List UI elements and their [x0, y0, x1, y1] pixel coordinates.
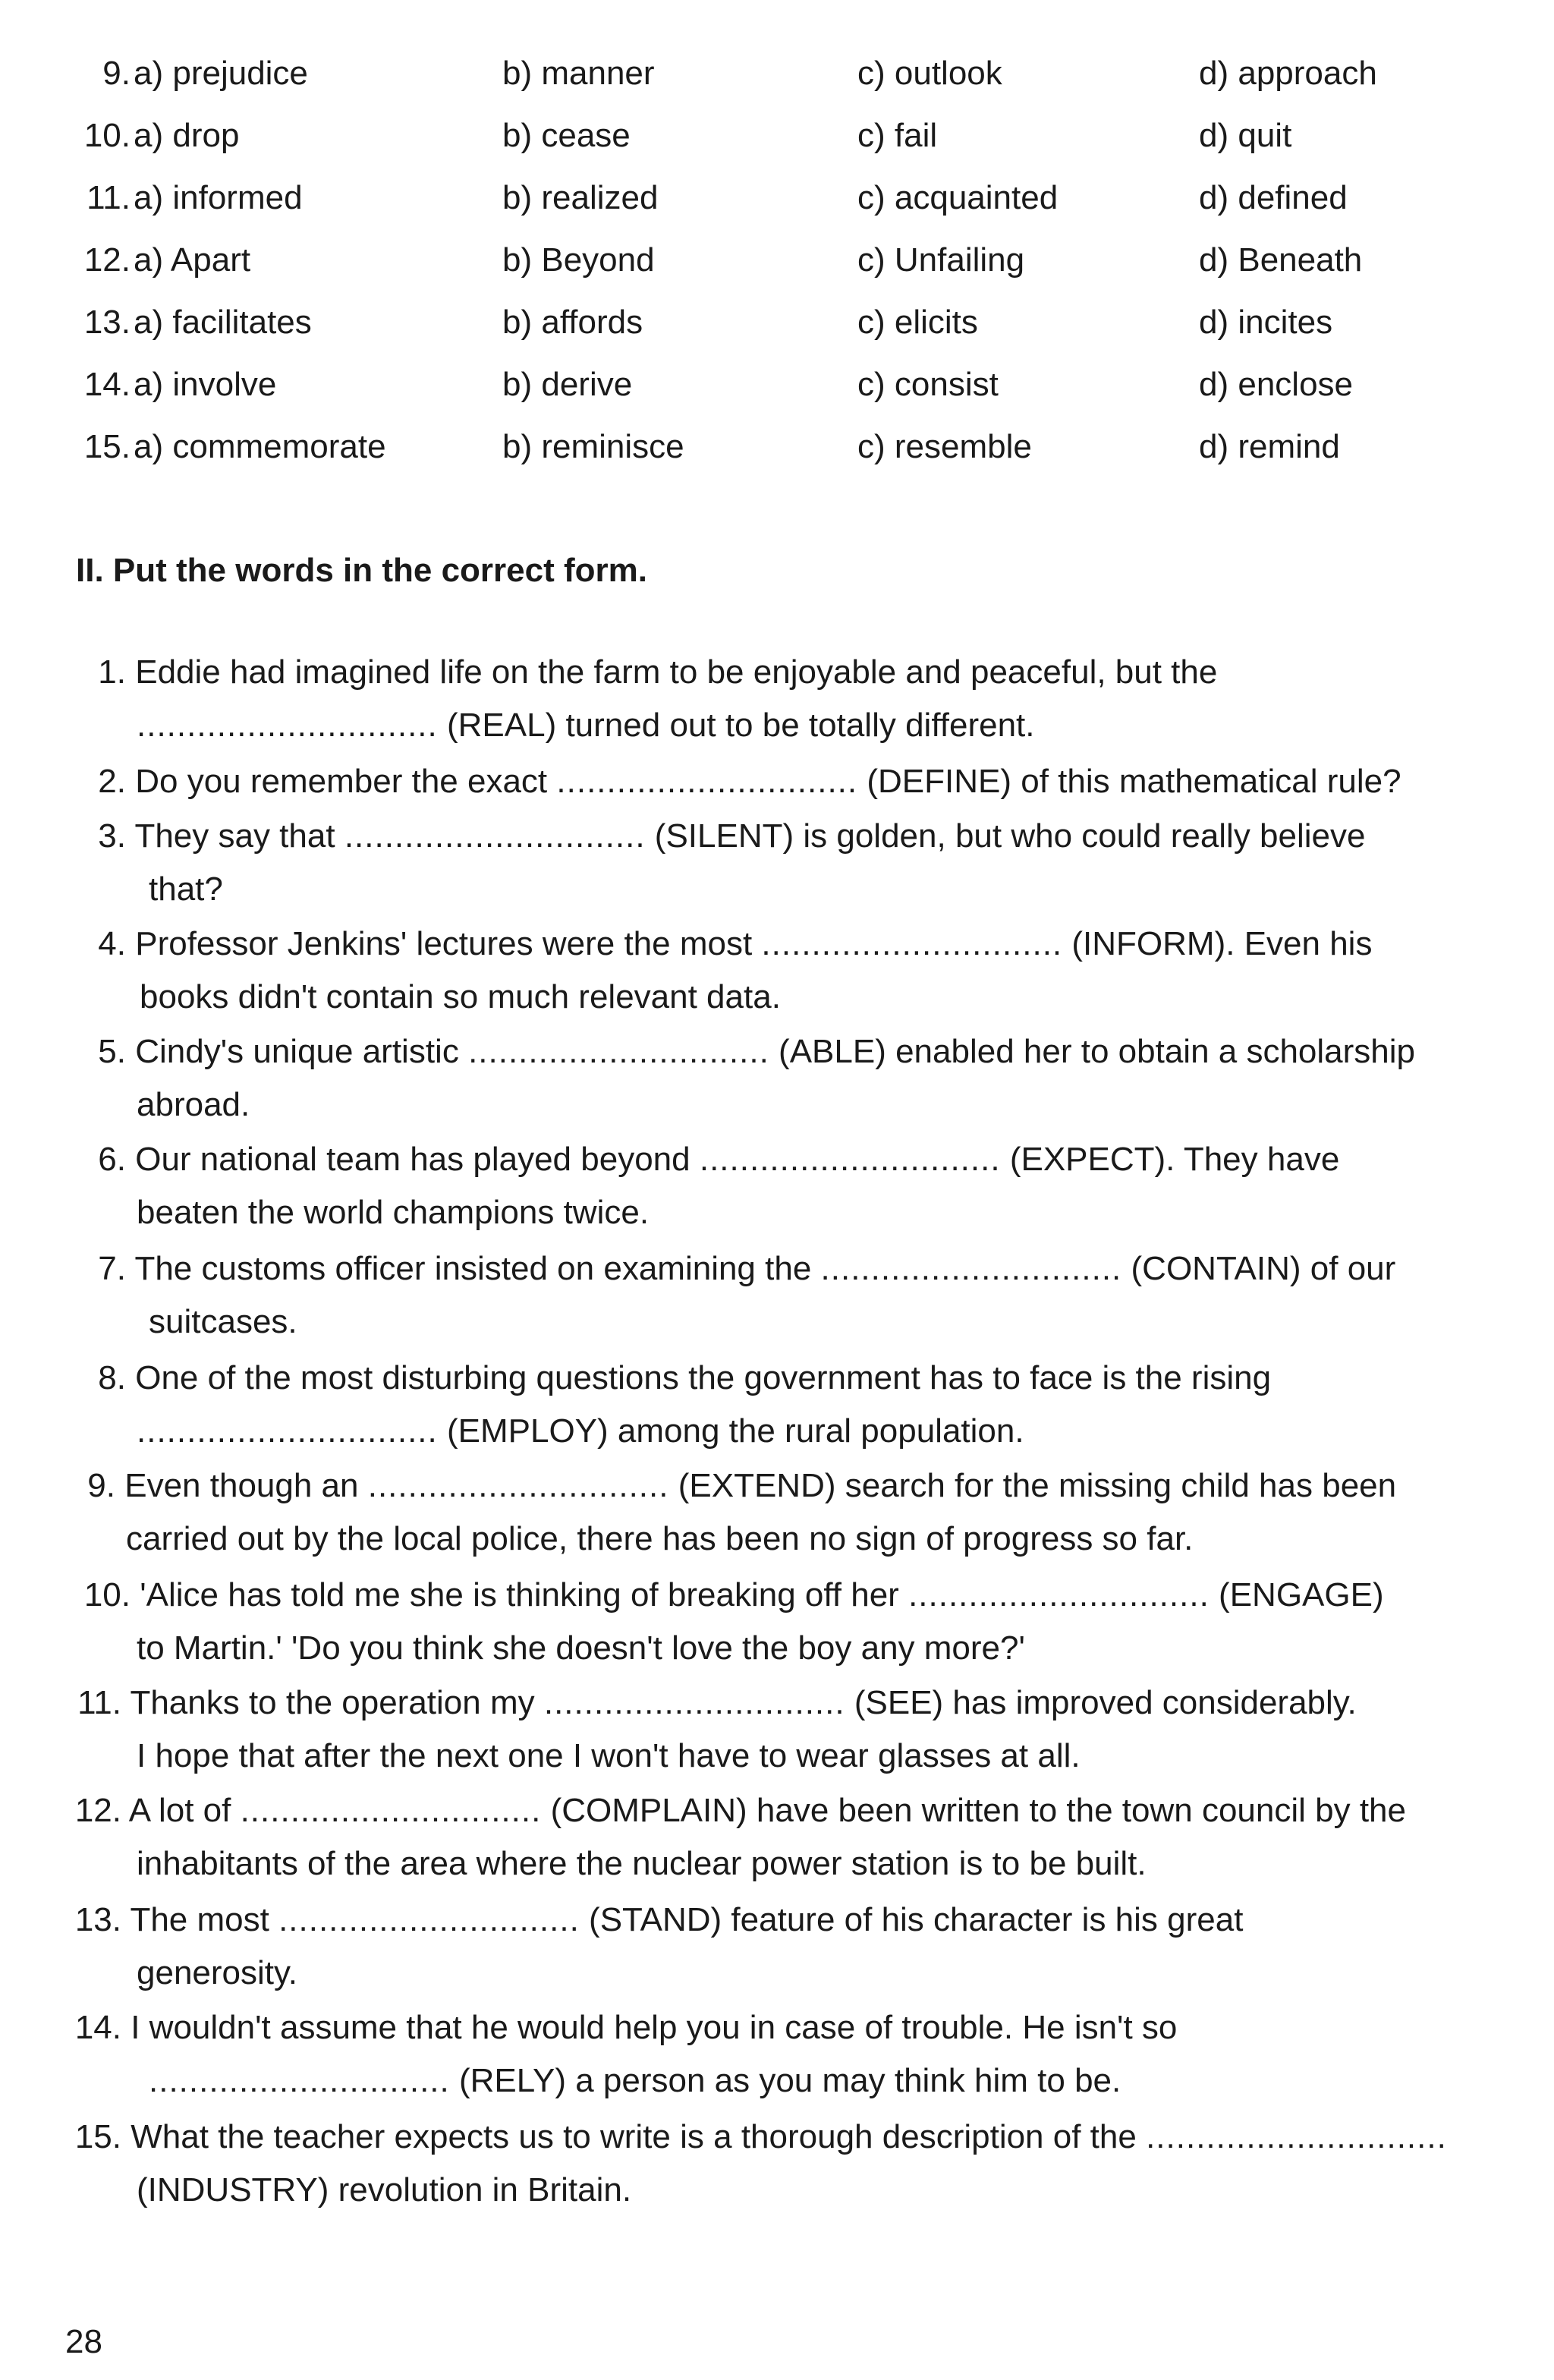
option-b: b) reminisce	[502, 428, 684, 465]
item-text: The customs officer insisted on examining the	[134, 1250, 812, 1287]
item-text-cont: (CONTAIN) of our	[1131, 1250, 1396, 1287]
item-line	[137, 1404, 1024, 1459]
option-c: c) elicits	[857, 304, 978, 341]
item-line	[126, 1512, 1193, 1566]
item-text: They say that	[134, 817, 335, 855]
item-line	[73, 754, 1401, 809]
choice-row	[0, 291, 1554, 354]
option-a: a) drop	[134, 117, 240, 154]
item-text: A lot of	[128, 1792, 231, 1829]
item-line	[137, 1621, 1025, 1676]
answer-blank: ..............................	[278, 1901, 580, 1938]
item-line	[137, 2163, 631, 2218]
question-number: 10.	[83, 117, 131, 154]
question-number: 9.	[102, 55, 131, 92]
choice-row	[0, 229, 1554, 291]
option-d: d) incites	[1199, 304, 1333, 341]
item-text-cont: books didn't contain so much relevant data.	[140, 978, 781, 1015]
answer-blank: ..............................	[1146, 2118, 1447, 2155]
question-number: 15.	[83, 428, 131, 465]
item-number: 12.	[74, 1792, 121, 1829]
choice-row	[0, 105, 1554, 167]
option-c: c) fail	[857, 117, 938, 154]
answer-blank: ..............................	[367, 1467, 669, 1504]
option-a: a) commemorate	[134, 428, 386, 465]
item-line	[73, 809, 1366, 864]
option-d: d) Beneath	[1199, 241, 1363, 279]
item-number: 14.	[74, 2009, 121, 2046]
item-text-cont: abroad.	[137, 1086, 250, 1123]
item-number: 13.	[74, 1901, 121, 1938]
item-line	[73, 1351, 1271, 1406]
answer-blank: ..............................	[908, 1576, 1210, 1613]
choice-row	[0, 42, 1554, 105]
choice-row	[0, 354, 1554, 416]
item-number: 5.	[98, 1033, 126, 1070]
item-text: Even though an	[124, 1467, 359, 1504]
item-text-cont: I hope that after the next one I won't have to wear glasses at all.	[137, 1737, 1081, 1774]
item-text-cont: (RELY) a person as you may think him to be.	[458, 2062, 1121, 2099]
item-number: 9.	[87, 1467, 115, 1504]
item-text: Eddie had imagined life on the farm to be enjoyable and peaceful, but the	[135, 653, 1218, 691]
item-text: Do you remember the exact	[135, 763, 548, 800]
item-line	[73, 645, 1217, 700]
section-heading: II. Put the words in the correct form.	[76, 552, 647, 589]
item-text-cont: beaten the world champions twice.	[137, 1194, 650, 1231]
answer-blank: ..............................	[699, 1141, 1001, 1178]
item-text: Professor Jenkins' lectures were the most	[135, 925, 753, 962]
answer-blank: ..............................	[240, 1792, 542, 1829]
answer-blank: ..............................	[468, 1033, 769, 1070]
item-text: 'Alice has told me she is thinking of breaking off her	[140, 1576, 899, 1613]
item-number: 2.	[98, 763, 126, 800]
item-text-cont: (SILENT) is golden, but who could really believe	[654, 817, 1366, 855]
item-line	[61, 1893, 1243, 1947]
choice-row	[0, 416, 1554, 478]
item-number: 8.	[98, 1359, 126, 1396]
option-b: b) cease	[502, 117, 631, 154]
answer-blank: ..............................	[556, 763, 858, 800]
item-line	[61, 1783, 1406, 1838]
item-text-cont: carried out by the local police, there has been no sign of progress so far.	[126, 1520, 1194, 1557]
page-number: 28	[65, 2323, 102, 2360]
item-line	[137, 1729, 1081, 1783]
item-number: 6.	[98, 1141, 126, 1178]
option-d: d) approach	[1199, 55, 1377, 92]
item-text-cont: inhabitants of the area where the nuclear power station is to be built.	[137, 1845, 1147, 1882]
option-b: b) realized	[502, 179, 659, 216]
item-line	[64, 1459, 1396, 1513]
item-number: 3.	[98, 817, 126, 855]
item-text-cont: (STAND) feature of his character is his great	[589, 1901, 1244, 1938]
item-line	[61, 1568, 1384, 1623]
option-c: c) resemble	[857, 428, 1032, 465]
answer-blank: ..............................	[149, 2062, 450, 2099]
item-text: What the teacher expects us to write is a thorough description of the	[131, 2118, 1137, 2155]
option-d: d) enclose	[1199, 366, 1354, 403]
item-text-cont: (EMPLOY) among the rural population.	[446, 1412, 1024, 1450]
option-c: c) acquainted	[857, 179, 1059, 216]
question-number: 14.	[83, 366, 131, 403]
option-b: b) Beyond	[502, 241, 655, 279]
item-line	[73, 917, 1372, 971]
item-line	[149, 2054, 1121, 2108]
question-number: 13.	[83, 304, 131, 341]
item-text: Cindy's unique artistic	[135, 1033, 459, 1070]
item-number: 7.	[98, 1250, 126, 1287]
option-a: a) facilitates	[134, 304, 312, 341]
answer-blank: ..............................	[137, 707, 438, 744]
item-text-cont: suitcases.	[149, 1303, 297, 1340]
item-text: One of the most disturbing questions the government has to face is the rising	[135, 1359, 1272, 1396]
item-text-cont: (REAL) turned out to be totally different.	[446, 707, 1035, 744]
item-line	[73, 1242, 1395, 1296]
answer-blank: ..............................	[543, 1684, 845, 1721]
option-d: d) defined	[1199, 179, 1348, 216]
answer-blank: ..............................	[344, 817, 646, 855]
item-text: Our national team has played beyond	[135, 1141, 690, 1178]
option-c: c) consist	[857, 366, 999, 403]
choice-row	[0, 167, 1554, 229]
item-text: I wouldn't assume that he would help you in case of trouble. He isn't so	[131, 2009, 1178, 2046]
answer-blank: ..............................	[137, 1412, 438, 1450]
item-number: 11.	[77, 1684, 121, 1721]
item-text: The most	[130, 1901, 269, 1938]
option-a: a) Apart	[134, 241, 251, 279]
option-a: a) prejudice	[134, 55, 308, 92]
item-text-cont: to Martin.' 'Do you think she doesn't love the boy any more?'	[137, 1629, 1025, 1667]
item-text-cont: (EXTEND) search for the missing child has been	[678, 1467, 1397, 1504]
answer-blank: ..............................	[820, 1250, 1122, 1287]
item-line	[137, 1946, 297, 2001]
item-line	[149, 1295, 297, 1349]
item-text-cont: (EXPECT). They have	[1009, 1141, 1340, 1178]
item-text: Thanks to the operation my	[130, 1684, 535, 1721]
item-text-cont: (INFORM). Even his	[1071, 925, 1373, 962]
item-line	[140, 970, 781, 1025]
item-number: 15.	[74, 2118, 121, 2155]
option-a: a) involve	[134, 366, 277, 403]
item-text-cont: (COMPLAIN) have been written to the town council by the	[550, 1792, 1406, 1829]
item-line	[137, 1185, 649, 1240]
question-number: 11.	[87, 179, 131, 216]
item-line	[73, 1132, 1339, 1187]
item-line	[73, 1025, 1415, 1079]
item-line	[137, 1078, 250, 1132]
option-a: a) informed	[134, 179, 303, 216]
option-c: c) outlook	[857, 55, 1002, 92]
item-line	[149, 862, 223, 917]
item-text-cont: that?	[149, 870, 223, 908]
option-b: b) manner	[502, 55, 655, 92]
item-line	[137, 698, 1035, 753]
option-b: b) affords	[502, 304, 643, 341]
item-line	[61, 1676, 1357, 1730]
answer-blank: ..............................	[761, 925, 1063, 962]
option-d: d) quit	[1199, 117, 1292, 154]
item-text-cont: (ENGAGE)	[1219, 1576, 1384, 1613]
item-line	[137, 1837, 1147, 1891]
item-line	[61, 2110, 1447, 2164]
option-c: c) Unfailing	[857, 241, 1025, 279]
item-line	[61, 2001, 1177, 2055]
item-text-cont: (ABLE) enabled her to obtain a scholarship	[779, 1033, 1416, 1070]
item-number: 1.	[98, 653, 126, 691]
item-number: 10.	[83, 1576, 131, 1613]
item-text-cont: (INDUSTRY) revolution in Britain.	[137, 2171, 632, 2208]
item-text-cont: (DEFINE) of this mathematical rule?	[867, 763, 1401, 800]
option-d: d) remind	[1199, 428, 1340, 465]
item-number: 4.	[98, 925, 126, 962]
item-text-cont: (SEE) has improved considerably.	[854, 1684, 1357, 1721]
item-text-cont: generosity.	[137, 1954, 297, 1991]
option-b: b) derive	[502, 366, 633, 403]
question-number: 12.	[83, 241, 131, 279]
